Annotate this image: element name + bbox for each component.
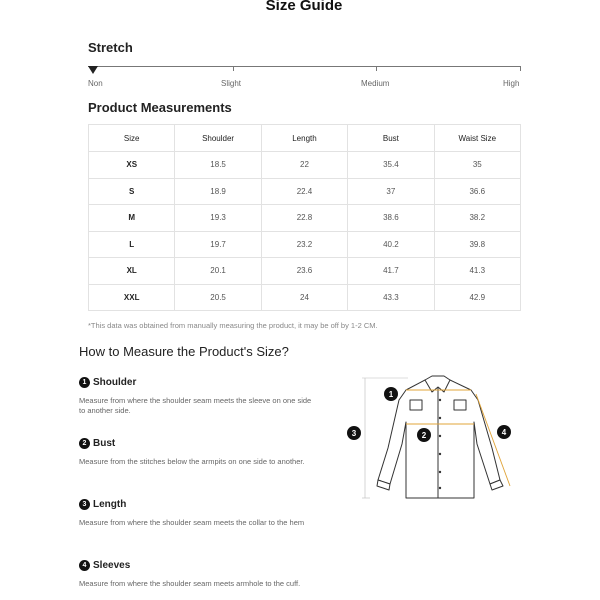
marker-1 [384,387,398,401]
table-cell: 35 [434,152,520,179]
size-cell: S [89,178,175,205]
marker-label: 4 [501,428,507,437]
stretch-scale [88,66,521,67]
table-row [89,205,521,232]
table-header-row [89,125,521,152]
step-number-icon: 4 [79,560,90,571]
stretch-selected-marker-icon [88,66,98,74]
marker-label: 2 [421,431,427,440]
table-cell: 19.3 [175,205,261,232]
table-cell: 23.2 [261,231,347,258]
step-number-icon: 1 [79,377,90,388]
table-cell: 22.8 [261,205,347,232]
step-description: Measure from where the shoulder seam meets armhole to the cuff. [79,579,301,588]
column-header: Size [89,125,175,152]
table-cell: 22 [261,152,347,179]
stretch-tick [376,66,377,71]
table-cell: 38.2 [434,205,520,232]
marker-4 [497,425,511,439]
step-number-icon: 3 [79,499,90,510]
table-cell: 38.6 [348,205,434,232]
size-cell: M [89,205,175,232]
step-description: Measure from where the shoulder seam meets the collar to the hem [79,518,305,527]
marker-label: 3 [351,429,357,438]
table-cell: 39.8 [434,231,520,258]
step-number-icon: 2 [79,438,90,449]
how-to-measure-heading: How to Measure the Product's Size? [79,344,289,359]
marker-3 [347,426,361,440]
stretch-tick [233,66,234,71]
table-cell: 20.5 [175,284,261,311]
table-row [89,178,521,205]
size-cell: XXL [89,284,175,311]
table-cell: 43.3 [348,284,434,311]
column-header: Length [261,125,347,152]
table-cell: 23.6 [261,258,347,285]
marker-label: 1 [388,390,394,399]
column-header: Bust [348,125,434,152]
step-bust [79,438,319,467]
stretch-level-non: Non [88,79,103,88]
table-cell: 42.9 [434,284,520,311]
stretch-heading: Stretch [88,40,133,55]
page-title: Size Guide [265,0,343,14]
column-header: Shoulder [175,125,261,152]
table-cell: 18.5 [175,152,261,179]
table-cell: 22.4 [261,178,347,205]
table-cell: 36.6 [434,178,520,205]
stretch-level-medium: Medium [361,79,390,88]
step-description: Measure from where the shoulder seam meets the sleeve on one side to another side. [79,396,312,415]
table-row [89,258,521,285]
table-cell: 18.9 [175,178,261,205]
table-row [89,231,521,258]
stretch-tick [520,66,521,71]
table-cell: 24 [261,284,347,311]
stretch-level-high: High [503,79,520,88]
table-cell: 41.3 [434,258,520,285]
table-cell: 19.7 [175,231,261,258]
table-cell: 35.4 [348,152,434,179]
measurements-heading: Product Measurements [88,100,232,115]
step-title: Shoulder [93,377,137,388]
step-title: Sleeves [93,560,131,571]
table-cell: 37 [348,178,434,205]
table-cell: 40.2 [348,231,434,258]
size-cell: XL [89,258,175,285]
step-shoulder [79,377,319,415]
marker-2 [417,428,431,442]
step-title: Length [93,499,127,510]
size-cell: XS [89,152,175,179]
table-cell: 20.1 [175,258,261,285]
table-cell: 41.7 [348,258,434,285]
step-description: Measure from the stitches below the armpits on one side to another. [79,457,305,466]
shirt-measurement-diagram [340,370,525,505]
step-length [79,499,319,528]
step-title: Bust [93,438,116,449]
table-row [89,284,521,311]
measurements-table [88,124,521,311]
step-sleeves [79,560,319,589]
table-row [89,152,521,179]
stretch-level-slight: Slight [221,79,242,88]
size-cell: L [89,231,175,258]
column-header: Waist Size [434,125,520,152]
measurement-disclaimer: *This data was obtained from manually measuring the product, it may be off by 1-2 CM. [88,321,378,330]
